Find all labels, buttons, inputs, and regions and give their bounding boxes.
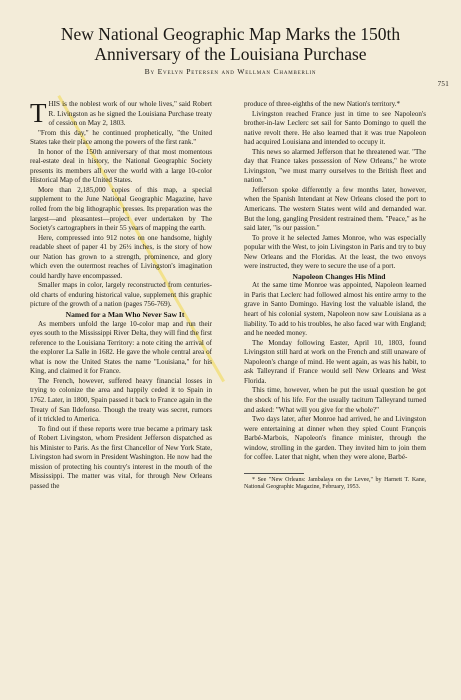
paragraph (244, 110, 426, 148)
paragraph-text: The French, however, suffered heavy financial losses in trying to colonize the area and happily ceded it to Spain in 1762. Later, in 1800, Spain passed it back to France again in the Treaty of San Ildefonso. Though the treaty was secret, rumors of it trickled to America. (30, 376, 212, 424)
paragraph-text: In honor of the 150th anniversary of that most momentous real-estate deal in history, the National Geographic Society presents its members all over the world with a large 10-color Historical Map of the United States. (30, 147, 212, 185)
byline: By Evelyn Petersen and Wellman Chamberlin (144, 67, 317, 76)
right-column (244, 100, 426, 492)
paragraph (30, 100, 212, 129)
paragraph-text: The Monday following Easter, April 10, 1803, found Livingston still hard at work on the French and still unaware of Napoleon's change of mind. He went again, as was his habit, to ask Talleyrand if France would sell New Orleans and West Florida. (244, 338, 426, 385)
page-number: 751 (437, 80, 449, 88)
paragraph (244, 148, 426, 186)
paragraph (244, 415, 426, 463)
paragraph-text: This news so alarmed Jefferson that he threatened war. "The day that France takes possession of New Orleans," he wrote Livingston, "we must marry ourselves to the British fleet and nation." (244, 147, 426, 185)
footnote-rule (244, 473, 304, 474)
section-heading: Napoleon Changes His Mind (292, 271, 386, 281)
paragraph (244, 386, 426, 415)
paragraph (30, 425, 212, 492)
paragraph (30, 377, 212, 425)
paragraph-text: More than 2,185,000 copies of this map, a special supplement to the June National Geographic Magazine, have rolled from the big lithographic presses. Its preparation was the largest—and pleasantest—project ever undertaken by The Society's cartographers in their 55 years of mapping the earth. (30, 185, 212, 233)
paragraph-text: "From this day," he continued prophetically, "the United States take their place among the powers of the first rank." (30, 128, 212, 147)
paragraph-text: Jefferson spoke differently a few months later, however, when the Spanish Intendant at New Orleans closed the port to Americans. The western States went wild and demanded war. But the long, gangling President restrained them. "Peace," as he said later, "is our passion." (244, 185, 426, 233)
paragraph-text: produce of three-eighths of the new Nation's territory.* (244, 100, 401, 108)
footnote: * See "New Orleans: Jambalaya on the Levee," by Harnett T. Kane, National Geographic Magazine, February, 1953. (244, 476, 426, 491)
paragraph (30, 320, 212, 377)
section-heading: Named for a Man Who Never Saw It (65, 310, 185, 320)
paragraph-text: Livingston reached France just in time to see Napoleon's brother-in-law Leclerc set sail for Santo Domingo to quell the native revolt there. He also learned that it was true Napoleon had acquired Louisiana and intended to occupy it. (244, 109, 426, 147)
paragraph (30, 148, 212, 186)
paragraph-text: At the same time Monroe was appointed, Napoleon learned in Paris that Leclerc had followed almost his entire army to the grave in Santo Domingo. Having lost the valuable island, the heart of his colonial system, Napoleon now saw Louisiana as a liability. To add to his troubles, he also faced war with England; and he needed money. (244, 281, 426, 338)
drop-cap: T (30, 98, 47, 128)
paragraph (244, 100, 426, 110)
paragraph-text: This time, however, when he put the usual question he got the shock of his life. For the usually taciturn Talleyrand turned and asked: "What will you give for the whole?" (244, 386, 426, 414)
paragraph (30, 186, 212, 234)
left-column (30, 100, 212, 491)
paragraph-text: Here, compressed into 912 notes on one handsome, highly readable sheet of paper 41 by 26½ inches, is the story of how our Nation has grown to a strength, prominence, and glory which even the outermost reaches of Livingston's imagination could hardly have encompassed. (30, 233, 212, 280)
paragraph-text: Smaller maps in color, largely reconstructed from centuries-old charts of enduring historical value, supplement this graphic picture of the growth of a nation (pages 756-769). (30, 281, 212, 309)
paragraph-text: To find out if these reports were true became a primary task of Robert Livingston, whom President Jefferson dispatched as his Minister to Paris. As the first Chancellor of New York State, Livingston had sworn in President Washington. He now had the mission of protecting his country's interest in the mouth of the Mississippi. The matter was vital, for through New Orleans passed the (30, 424, 212, 490)
paragraph-text: Two days later, after Monroe had arrived, he and Livingston were entertaining at dinner when they spied Count François Barbé-Marbois, Napoleon's finance minister, through the window, strolling in the garden. They invited him to join them for coffee. Later that night, when they were alone, Barbé- (244, 415, 426, 462)
article-title: New National Geographic Map Marks the 150th Anniversary of the Louisiana Purchase (60, 24, 401, 64)
paragraph (30, 234, 212, 282)
paragraph (244, 281, 426, 338)
paragraph (244, 186, 426, 234)
paragraph (244, 339, 426, 387)
paragraph (244, 234, 426, 272)
paragraph-text: HIS is the noblest work of our whole lives," said Robert R. Livingston as he signed the Louisiana Purchase treaty of cession on May 2, 1803. (48, 100, 212, 128)
paragraph (30, 129, 212, 148)
paragraph-text: To prove it he selected James Monroe, who was especially popular with the West, to join Livingston in Paris and try to buy New Orleans and the Floridas. At the least, the two envoys were instructed, they were to secure the use of a port. (244, 233, 426, 271)
paragraph-text: As members unfold the large 10-color map and run their eyes south to the Mississippi River Delta, they will find the first reference to the Louisiana Territory: a note citing the arrival of the explorer La Salle in 1682. He gave the whole central area of what is now the United States the name "Louisiana," for his King, and claimed it for France. (30, 319, 212, 376)
paragraph (30, 281, 212, 310)
